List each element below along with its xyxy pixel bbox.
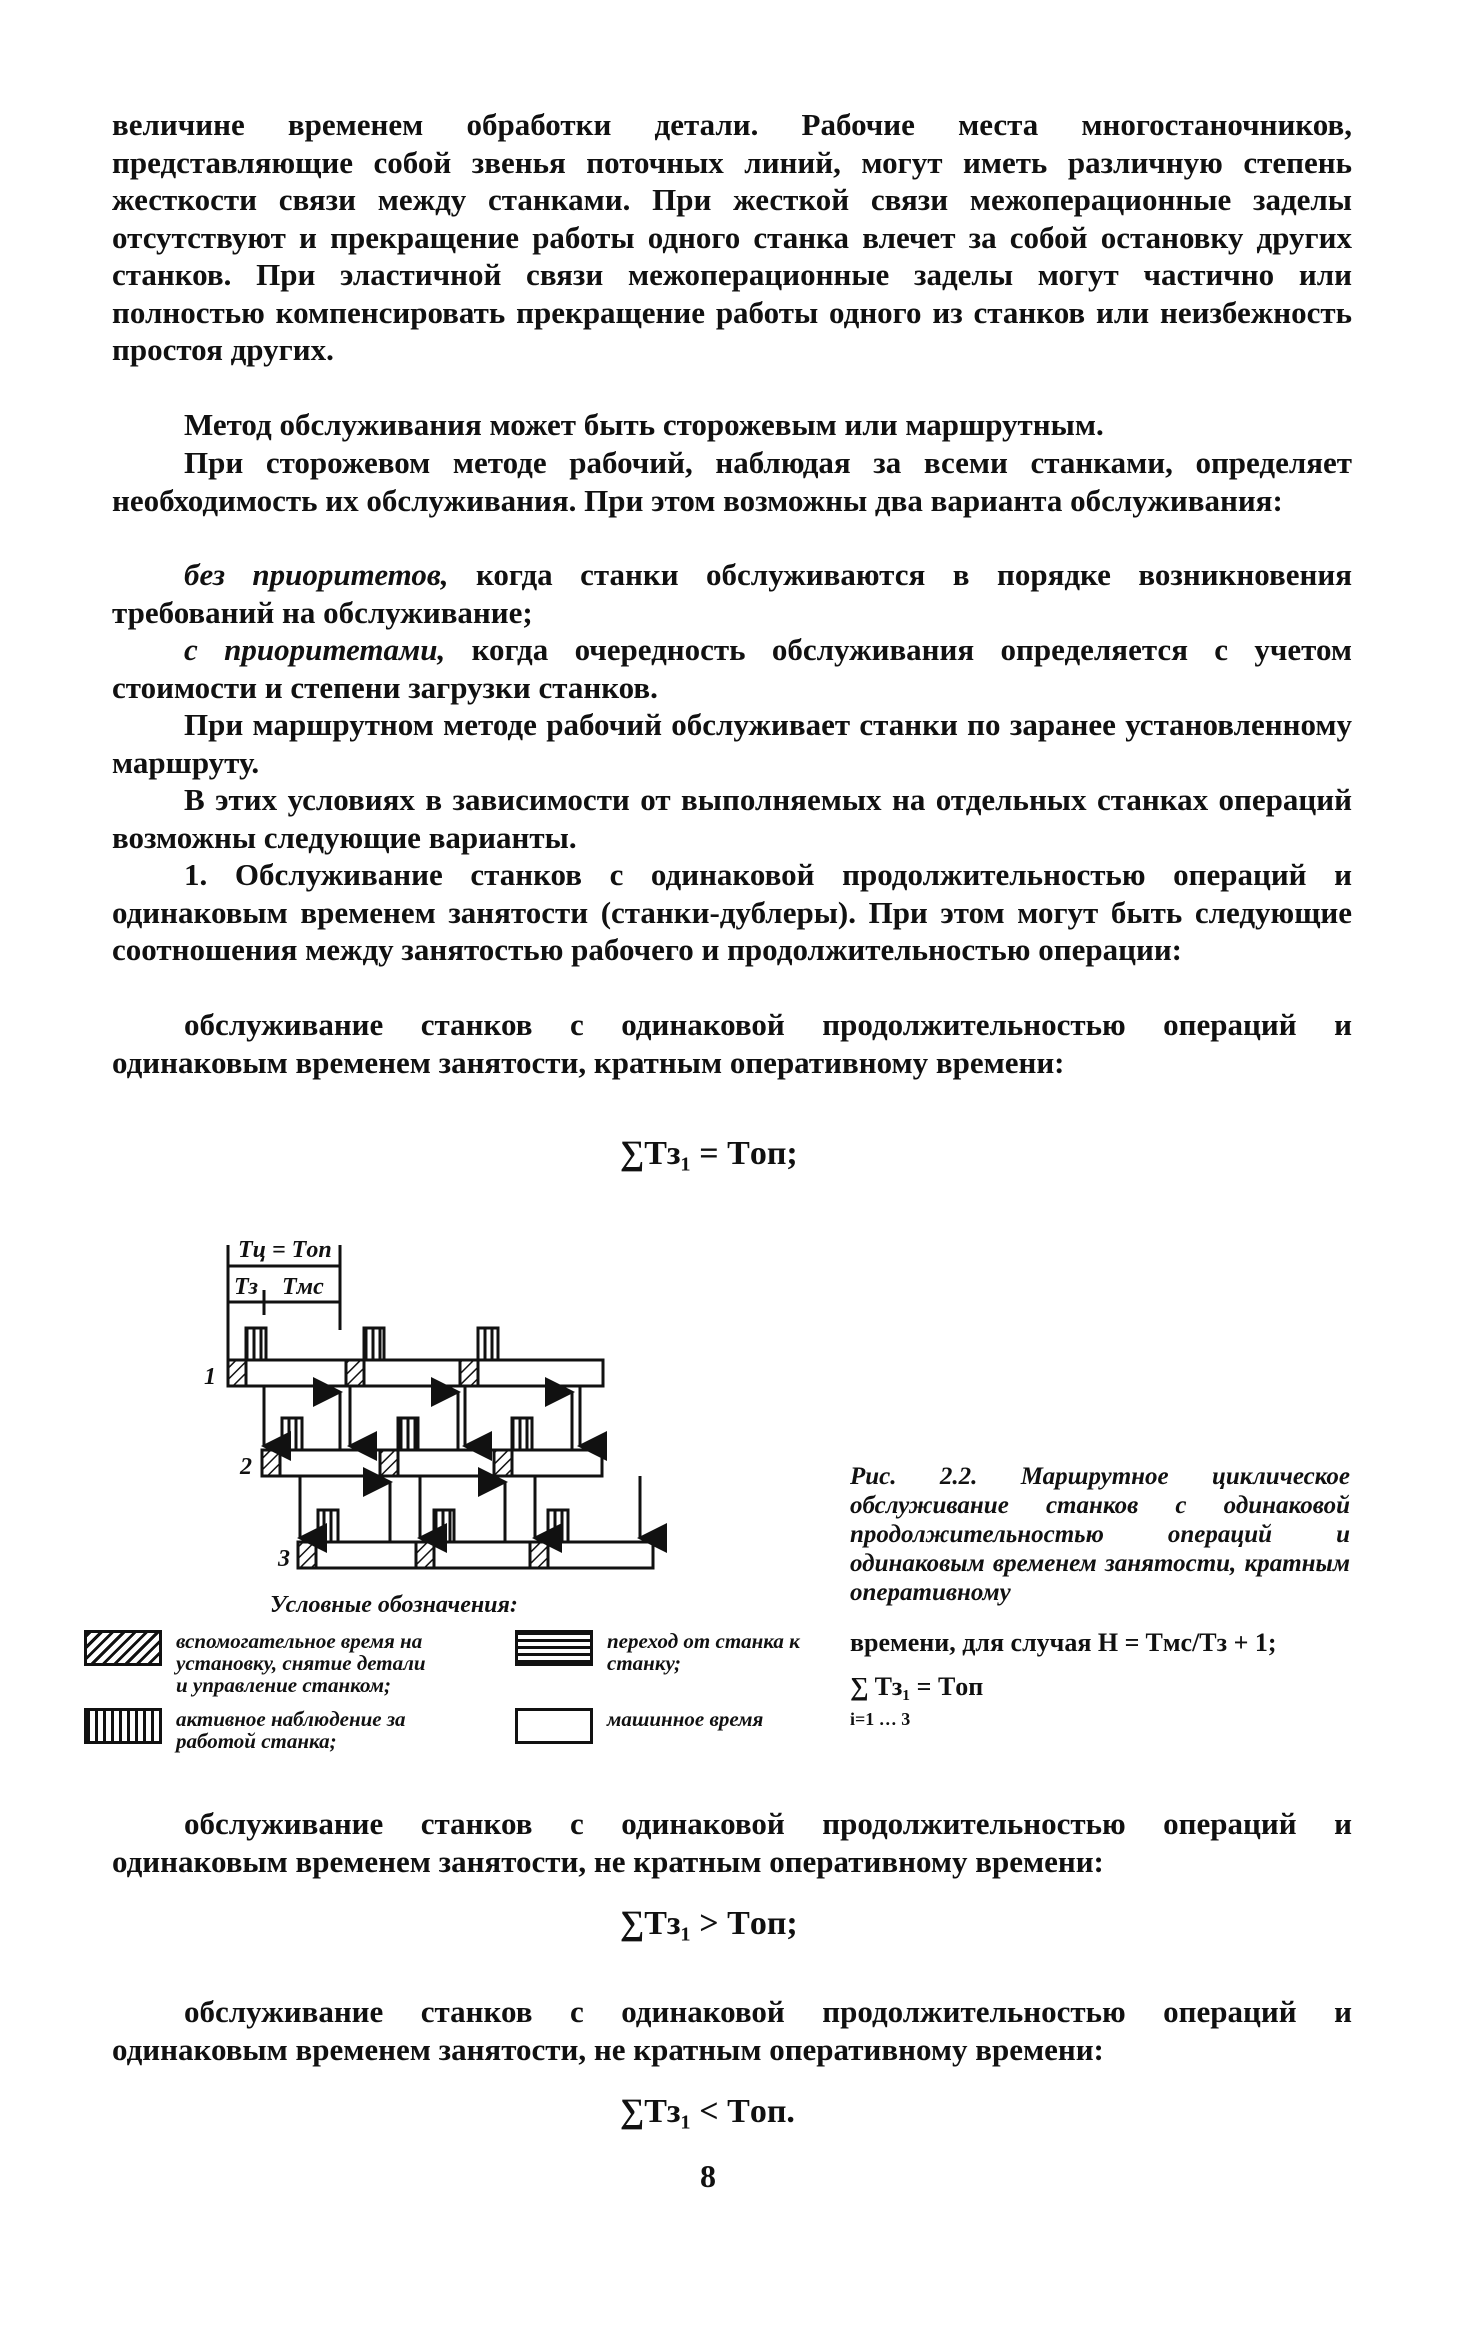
paragraph-methods: Метод обслуживания может быть сторожевым или маршрутным.: [184, 407, 1104, 442]
label-tz: Tз: [234, 1274, 259, 1300]
with-priority-text: когда очередность обслуживания определяется с учетом стоимости и степени загрузки станков.: [112, 632, 1352, 705]
paragraph-continuation: величине временем обработки детали. Рабочие места многостаночников, представляющие собой звенья поточных линий, могут иметь различную степень жесткости связи между станками. При жесткой связи межоперационные заделы отсутствуют и прекращение работы одного станка влечет за собой остановку других станков. При эластичной связи межоперационные заделы могут частично или полностью компенсировать прекращение работы одного из станков или неизбежность простоя других.: [112, 107, 1352, 367]
paragraph-case-greater: обслуживание станков с одинаковой продолжительностью операций и одинаковым временем занятости, не кратным оперативному времени:: [112, 1806, 1352, 1879]
blank-swatch-icon: [515, 1708, 593, 1744]
row-1: [228, 1328, 603, 1386]
machine-bar-row3: [298, 1542, 653, 1568]
italic-no-priority: без приоритетов,: [184, 557, 449, 592]
row-label-1: 1: [204, 1364, 216, 1390]
formula-greater: ∑Tз₁ > Tоп;: [620, 1905, 798, 1942]
figure-caption-formula: [850, 1628, 1277, 1734]
formula-less: ∑Tз₁ < Tоп.: [620, 2093, 795, 2130]
paragraph-route-method: При маршрутном методе рабочий обслуживает станки по заранее установленному маршруту.: [112, 707, 1352, 780]
hatch-swatch-icon: [84, 1630, 162, 1666]
caption-formula-2: ∑ Tз₁ = Tоп: [850, 1672, 984, 1701]
label-tc: Tц = Tоп: [238, 1237, 332, 1263]
legend-horizontal: [515, 1630, 807, 1674]
label-tmc: Tмс: [282, 1274, 324, 1300]
machine-bar-row2: [262, 1450, 602, 1476]
legend-hatch: [84, 1630, 426, 1696]
paragraph-guard-method: При сторожевом методе рабочий, наблюдая за всеми станками, определяет необходимость их обслуживания. При этом возможны два варианта обслуживания:: [112, 445, 1352, 518]
paragraph-case-multiple: обслуживание станков с одинаковой продолжительностью операций и одинаковым временем занятости, кратным оперативному времени:: [112, 1007, 1352, 1080]
paragraph-variant-1: 1. Обслуживание станков с одинаковой продолжительностью операций и одинаковым временем занятости (станки-дублеры). При этом могут быть следующие соотношения между занятостью рабочего и продолжительностью операции:: [112, 857, 1352, 967]
caption-sum-limits: i=1 … 3: [850, 1709, 911, 1729]
paragraph-case-less: обслуживание станков с одинаковой продолжительностью операций и одинаковым временем занятости, не кратным оперативному времени:: [112, 1994, 1352, 2067]
legend-blank-text: машинное время: [607, 1707, 764, 1731]
legend-horizontal-text: переход от станка к станку;: [607, 1629, 800, 1675]
legend-vertical-text: активное наблюдение за работой станка;: [176, 1707, 406, 1753]
row-label-2: 2: [240, 1454, 252, 1480]
legend-hatch-text: вспомогательное время на установку, снятие детали и управление станком;: [176, 1629, 426, 1697]
page-number: 8: [700, 2158, 716, 2194]
paragraph-variants: В этих условиях в зависимости от выполняемых на отдельных станках операций возможны следующие варианты.: [112, 782, 1352, 855]
no-priority-text: когда станки обслуживаются в порядке возникновения требований на обслуживание;: [112, 557, 1353, 630]
caption-formula-1: времени, для случая H = Tмс/Tз + 1;: [850, 1628, 1277, 1657]
row-3: [298, 1510, 653, 1568]
legend-vertical: [84, 1708, 426, 1752]
formula-equal: ∑Tз₁ = Tоп;: [620, 1135, 798, 1172]
legend-blank: [515, 1708, 807, 1744]
figure-caption: Рис. 2.2. Маршрутное циклическое обслуживание станков с одинаковой продолжительностью операций и одинаковым временем занятости, кратным оперативному: [850, 1463, 1350, 1606]
row-2: [262, 1418, 602, 1476]
vertical-swatch-icon: [84, 1708, 162, 1744]
machine-bar-row1: [228, 1360, 603, 1386]
legend-title: Условные обозначения:: [270, 1592, 518, 1618]
row-label-3: 3: [278, 1546, 290, 1572]
italic-with-priority: с приоритетами,: [184, 632, 446, 667]
horizontal-swatch-icon: [515, 1630, 593, 1666]
